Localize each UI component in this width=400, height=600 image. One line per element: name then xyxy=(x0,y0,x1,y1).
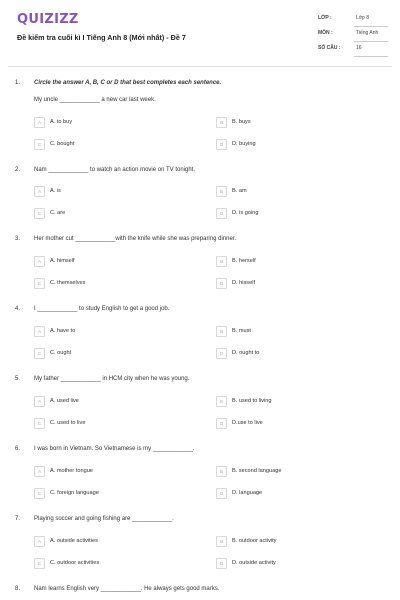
question-number: 3. xyxy=(15,236,21,242)
question-text: Her mother cut ____________with the knife while she was preparing dinner. xyxy=(34,236,237,242)
option-letter-box: D xyxy=(216,418,227,429)
option-letter-box: C xyxy=(34,139,45,150)
option-text: D. is going xyxy=(232,209,259,216)
option-letter-box: C xyxy=(34,348,45,359)
header-divider xyxy=(8,66,392,67)
option-letter-box: B xyxy=(216,326,227,337)
option-letter-box: C xyxy=(34,418,45,429)
option-text: C. are xyxy=(50,209,66,216)
question-number: 1. xyxy=(15,80,21,86)
meta-question-count-value: 16 xyxy=(356,45,362,51)
meta-grade-value: Lớp 8 xyxy=(356,15,370,21)
question-text: Nam ____________ to watch an action movie on TV tonight. xyxy=(34,167,195,173)
option-letter-box: C xyxy=(34,558,45,569)
option-letter-box: D xyxy=(216,139,227,150)
option-text: B. used to living xyxy=(232,397,272,404)
option-letter-box: B xyxy=(216,396,227,407)
option-text: A. have to xyxy=(50,327,76,334)
option-text: A. mother tongue xyxy=(50,467,93,474)
option-text: A. used live xyxy=(50,397,79,404)
option-text: C. ought xyxy=(50,349,72,356)
meta-subject-label: MÔN : xyxy=(318,30,333,36)
option-letter-box: B xyxy=(216,117,227,128)
option-letter-box: C xyxy=(34,278,45,289)
question-text: Nam learns English very ____________. He always gets good marks. xyxy=(34,586,220,592)
option-letter-box: C xyxy=(34,208,45,219)
option-text: B. am xyxy=(232,187,247,194)
option-letter-box: B xyxy=(216,186,227,197)
option-letter-box: A xyxy=(34,117,45,128)
question-number: 2. xyxy=(15,167,21,173)
option-text: D.use to live xyxy=(232,419,263,426)
option-letter-box: A xyxy=(34,466,45,477)
meta-question-count-label: SỐ CÂU : xyxy=(318,45,341,51)
option-letter-box: B xyxy=(216,536,227,547)
meta-subject xyxy=(318,28,388,42)
option-text: B. outdoor activity xyxy=(232,537,277,544)
option-letter-box: B xyxy=(216,256,227,267)
meta-question-count xyxy=(318,43,388,57)
question-text: I was born in Vietnam. So Vietnamese is my ____________. xyxy=(34,446,195,452)
option-letter-box: D xyxy=(216,558,227,569)
option-text: C. foreign language xyxy=(50,489,99,496)
quizizz-logo: QUIZIZZ xyxy=(17,12,79,27)
option-text: B. must xyxy=(232,327,251,334)
option-letter-box: A xyxy=(34,186,45,197)
question-text: My uncle ____________ a new car last week. xyxy=(34,97,156,103)
option-letter-box: A xyxy=(34,326,45,337)
option-letter-box: D xyxy=(216,208,227,219)
meta-underline xyxy=(354,56,388,57)
option-letter-box: B xyxy=(216,466,227,477)
option-text: B. second language xyxy=(232,467,282,474)
option-text: D. ought to xyxy=(232,349,260,356)
meta-grade xyxy=(318,13,388,27)
option-letter-box: C xyxy=(34,488,45,499)
option-text: A. outside activities xyxy=(50,537,98,544)
option-text: C. outdoor activities xyxy=(50,559,100,566)
option-text: C. bought xyxy=(50,140,75,147)
question-text: Playing soccer and going fishing are ____________. xyxy=(34,516,174,522)
meta-underline xyxy=(354,26,388,27)
question-number: 7. xyxy=(15,516,21,522)
option-text: C. themselves xyxy=(50,279,86,286)
option-text: A. to buy xyxy=(50,118,73,125)
option-text: D. outside activity xyxy=(232,559,276,566)
question-instruction: Circle the answer A, B, C or D that best completes each sentence. xyxy=(34,80,222,86)
option-text: D. language xyxy=(232,489,263,496)
option-letter-box: D xyxy=(216,348,227,359)
option-text: B. buys xyxy=(232,118,251,125)
option-text: D. buying xyxy=(232,140,256,147)
option-letter-box: D xyxy=(216,488,227,499)
question-number: 5. xyxy=(15,376,21,382)
option-letter-box: A xyxy=(34,536,45,547)
question-number: 4. xyxy=(15,306,21,312)
meta-subject-value: Tiếng Anh xyxy=(356,30,379,36)
question-text: I ____________ to study English to get a good job. xyxy=(34,306,170,312)
option-text: A. is xyxy=(50,187,61,194)
question-number: 8. xyxy=(15,586,21,592)
option-text: D. hisself xyxy=(232,279,256,286)
option-letter-box: A xyxy=(34,256,45,267)
option-text: A. himself xyxy=(50,257,75,264)
option-letter-box: A xyxy=(34,396,45,407)
meta-underline xyxy=(354,41,388,42)
question-number: 6. xyxy=(15,446,21,452)
question-text: My father ____________ in HCM city when he was young. xyxy=(34,376,190,382)
meta-grade-label: LỚP : xyxy=(318,15,332,21)
option-text: B. herself xyxy=(232,257,256,264)
option-letter-box: D xyxy=(216,278,227,289)
document-title: Đề kiểm tra cuối kì I Tiếng Anh 8 (Mới nhất) - Đề 7 xyxy=(17,33,186,42)
option-text: C. used to live xyxy=(50,419,86,426)
